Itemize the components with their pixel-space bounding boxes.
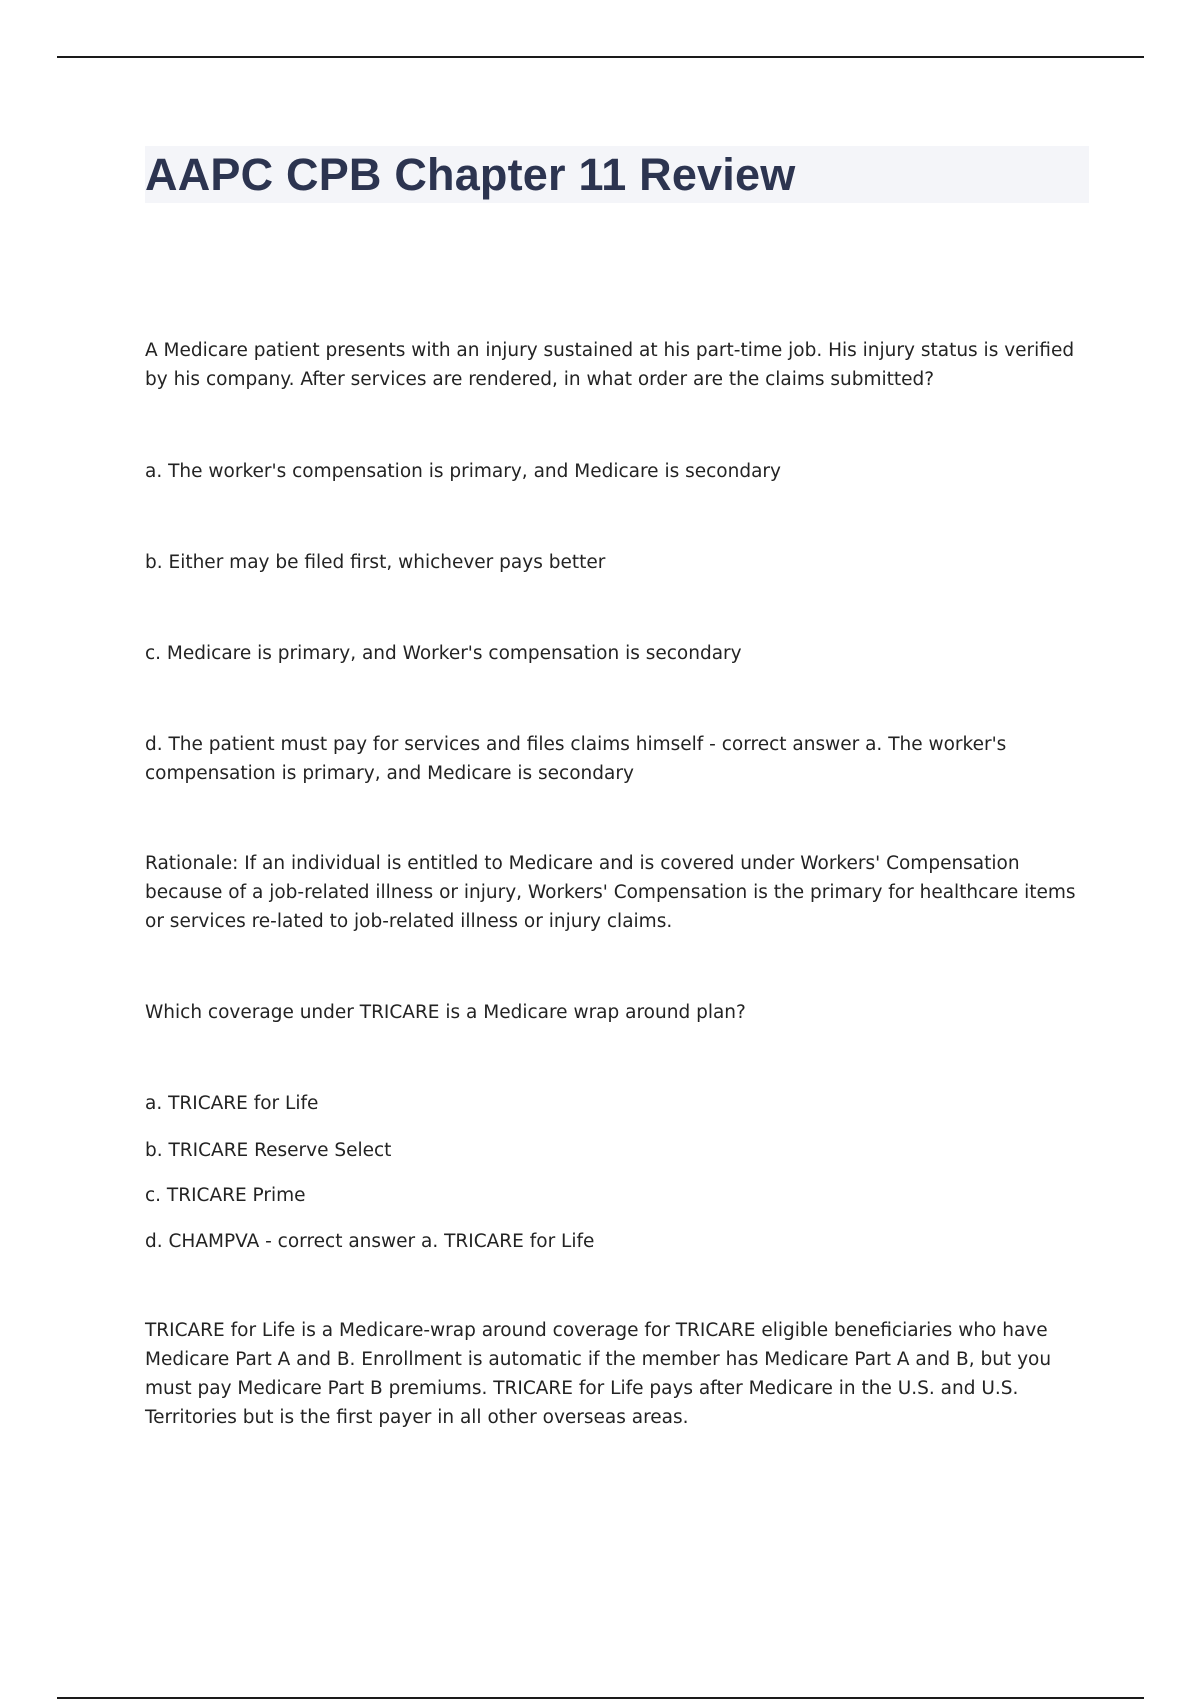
question-1-option-d: d. The patient must pay for services and files claims himself - correct answer a. The worker's compensation is primary, and Medicare is secondary — [145, 734, 1007, 784]
question-2-option-c: c. TRICARE Prime — [145, 1185, 306, 1206]
bottom-rule — [57, 1697, 1144, 1699]
top-rule — [57, 56, 1144, 58]
question-2-rationale: TRICARE for Life is a Medicare-wrap around coverage for TRICARE eligible beneficiaries who have Medicare Part A and B. Enrollment is automatic if the member has Medicare Part A and B, but you must pay Medicare Part B premiums. TRICARE for Life pays after Medicare in the U.S. and U.S. Territories but is the first payer in all other overseas areas. — [145, 1320, 1052, 1428]
question-2-prompt: Which coverage under TRICARE is a Medicare wrap around plan? — [145, 1002, 746, 1023]
question-1-option-a: a. The worker's compensation is primary, and Medicare is secondary — [145, 461, 781, 482]
question-1-prompt: A Medicare patient presents with an injury sustained at his part-time job. His injury status is verified by his company. After services are rendered, in what order are the claims submitted? — [145, 340, 1075, 390]
question-2-option-b: b. TRICARE Reserve Select — [145, 1140, 392, 1161]
question-2-option-a: a. TRICARE for Life — [145, 1093, 319, 1114]
question-1-option-c: c. Medicare is primary, and Worker's compensation is secondary — [145, 643, 742, 664]
page-title: AAPC CPB Chapter 11 Review — [145, 149, 796, 200]
question-2-option-d: d. CHAMPVA - correct answer a. TRICARE for Life — [145, 1231, 595, 1252]
question-1-rationale: Rationale: If an individual is entitled to Medicare and is covered under Workers' Compensation because of a job-related illness or injury, Workers' Compensation is the primary for healthcare items or services re-lated to job-related illness or injury claims. — [145, 853, 1076, 932]
question-1-option-b: b. Either may be filed first, whichever pays better — [145, 552, 606, 573]
